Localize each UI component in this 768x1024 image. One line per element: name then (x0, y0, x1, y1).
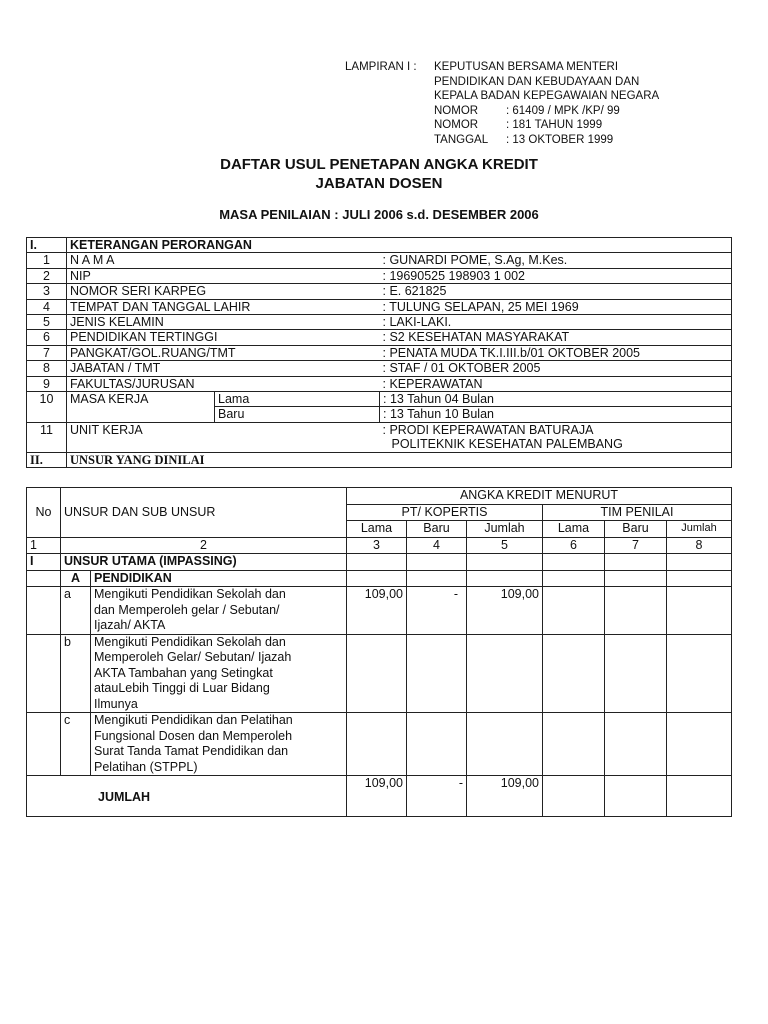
info-row (27, 345, 732, 360)
row-number: 9 (27, 376, 67, 391)
row-label: MASA KERJA (67, 392, 215, 423)
header-row (27, 488, 732, 505)
masa-kerja-row (27, 392, 732, 407)
row-number: 7 (27, 345, 67, 360)
item-text-line: Ilmunya (94, 696, 138, 711)
info-row (27, 284, 732, 299)
item-text-line: Pelatihan (STPPL) (94, 759, 198, 774)
baru-label: Baru (215, 407, 380, 422)
document-subtitle: JABATAN DOSEN (315, 175, 443, 192)
sub-item-row (27, 713, 732, 776)
sub-unsur-title: PENDIDIKAN (91, 570, 347, 587)
tim-penilai-header: TIM PENILAI (543, 504, 732, 521)
col-number: 3 (347, 537, 407, 554)
jumlah-label-cell (27, 776, 347, 817)
col-number: 1 (27, 537, 61, 554)
jumlah-row (27, 776, 732, 817)
item-text-line: Surat Tanda Tamat Pendidikan dan (94, 744, 289, 758)
row-label: JABATAN / TMT (67, 361, 380, 376)
nomor1-key: NOMOR (434, 104, 479, 117)
item-description (91, 713, 347, 776)
col-unsur-header: UNSUR DAN SUB UNSUR (61, 488, 347, 538)
col-no-header: No (27, 488, 61, 538)
lama-header: Lama (347, 521, 407, 538)
unsur-title: UNSUR UTAMA (IMPASSING) (61, 554, 347, 571)
row-number: 10 (27, 392, 67, 423)
row-number: 8 (27, 361, 67, 376)
item-text-line: Memperoleh Gelar/ Sebutan/ Ijazah (94, 650, 292, 664)
lampiran-line: PENDIDIKAN DAN KEBUDAYAAN DAN (434, 75, 640, 88)
nomor1-value: : 61409 / MPK /KP/ 99 (506, 104, 620, 117)
document-title: DAFTAR USUL PENETAPAN ANGKA KREDIT (220, 156, 538, 173)
tanggal-value: : 13 OKTOBER 1999 (506, 133, 614, 146)
unit-kerja-line: : PRODI KEPERAWATAN BATURAJA (382, 422, 594, 437)
col-number: 2 (61, 537, 347, 554)
row-value: : 19690525 198903 1 002 (380, 268, 732, 283)
row-number: 4 (27, 299, 67, 314)
info-row (27, 315, 732, 330)
baru-header: Baru (605, 521, 667, 538)
item-text-line: Mengikuti Pendidikan Sekolah dan (94, 634, 286, 649)
item-text-line: AKTA Tambahan yang Setingkat (94, 665, 273, 680)
baru-header: Baru (407, 521, 467, 538)
item-text-line: Ijazah/ AKTA (94, 618, 166, 632)
row-label: TEMPAT DAN TANGGAL LAHIR (67, 299, 380, 314)
row-value: : S2 KESEHATAN MASYARAKAT (380, 330, 732, 345)
unsur-table (26, 487, 732, 817)
row-label: FAKULTAS/JURUSAN (67, 376, 380, 391)
item-text-line: Mengikuti Pendidikan dan Pelatihan (94, 713, 293, 727)
item-jumlah (467, 634, 543, 713)
row-label: UNIT KERJA (67, 422, 380, 452)
item-baru: - (407, 587, 467, 635)
col-number: 6 (543, 537, 605, 554)
sub-unsur-row (27, 570, 732, 587)
lama-label: Lama (215, 392, 380, 407)
row-label: PANGKAT/GOL.RUANG/TMT (67, 345, 380, 360)
masa-penilaian: MASA PENILAIAN : JULI 2006 s.d. DESEMBER 2006 (219, 207, 539, 222)
jumlah-label: JUMLAH (98, 790, 151, 804)
unit-kerja-line: POLITEKNIK KESEHATAN PALEMBANG (391, 437, 623, 452)
item-lama: 109,00 (347, 587, 407, 635)
nomor2-value: : 181 TAHUN 1999 (506, 119, 603, 131)
col-number: 7 (605, 537, 667, 554)
row-number: 1 (27, 253, 67, 268)
item-text-line: Fungsional Dosen dan Memperoleh (94, 728, 293, 743)
info-row (27, 376, 732, 391)
lampiran-label: LAMPIRAN I : (345, 61, 417, 73)
item-letter: a (61, 587, 91, 635)
row-number: 3 (27, 284, 67, 299)
row-number: 11 (27, 422, 67, 452)
lampiran-block (345, 60, 659, 147)
section-number: I. (27, 238, 67, 253)
row-number: 2 (27, 268, 67, 283)
baru-value: : 13 Tahun 10 Bulan (380, 407, 732, 422)
item-lama (347, 634, 407, 713)
item-baru (407, 713, 467, 776)
unsur-number: I (27, 554, 61, 571)
item-description (91, 634, 347, 713)
column-number-row (27, 537, 732, 554)
section-header-row (27, 238, 732, 253)
row-label: NOMOR SERI KARPEG (67, 284, 380, 299)
jumlah-header: Jumlah (467, 521, 543, 538)
unsur-row (27, 554, 732, 571)
row-label: N A M A (67, 253, 380, 268)
item-description (91, 587, 347, 635)
lampiran-line: KEPALA BADAN KEPEGAWAIAN NEGARA (434, 90, 660, 102)
info-row (27, 299, 732, 314)
item-text-line: dan Memperoleh gelar / Sebutan/ (94, 602, 280, 617)
row-value: : TULUNG SELAPAN, 25 MEI 1969 (380, 299, 732, 314)
unit-kerja-value (380, 422, 732, 452)
unit-kerja-row (27, 422, 732, 452)
keterangan-perorangan-table (26, 237, 732, 468)
sub-item-row (27, 587, 732, 635)
jumlah-lama: 109,00 (347, 776, 407, 817)
row-label: JENIS KELAMIN (67, 315, 380, 330)
row-label: PENDIDIKAN TERTINGGI (67, 330, 380, 345)
pt-kopertis-header: PT/ KOPERTIS (347, 504, 543, 521)
item-lama (347, 713, 407, 776)
jumlah-header: Jumlah (667, 521, 732, 538)
lama-header: Lama (543, 521, 605, 538)
info-row (27, 330, 732, 345)
item-jumlah (467, 713, 543, 776)
item-text-line: Mengikuti Pendidikan Sekolah dan (94, 587, 286, 601)
row-value: : PENATA MUDA TK.I.III.b/01 OKTOBER 2005 (380, 345, 732, 360)
col-number: 4 (407, 537, 467, 554)
sub-item-row (27, 634, 732, 713)
item-baru (407, 634, 467, 713)
row-value: : GUNARDI POME, S.Ag, M.Kes. (380, 253, 732, 268)
section-header-row (27, 452, 732, 467)
col-number: 5 (467, 537, 543, 554)
item-letter: c (61, 713, 91, 776)
section-number: II. (27, 452, 67, 467)
col-number: 8 (667, 537, 732, 554)
jumlah-total: 109,00 (467, 776, 543, 817)
row-value: : LAKI-LAKI. (380, 315, 732, 330)
sub-unsur-letter: A (61, 570, 91, 587)
angka-kredit-header: ANGKA KREDIT MENURUT (347, 488, 732, 505)
row-value: : STAF / 01 OKTOBER 2005 (380, 361, 732, 376)
jumlah-baru: - (407, 776, 467, 817)
row-value: : E. 621825 (380, 284, 732, 299)
item-letter: b (61, 634, 91, 713)
section-title: KETERANGAN PERORANGAN (67, 238, 732, 253)
lampiran-line: KEPUTUSAN BERSAMA MENTERI (434, 61, 619, 73)
item-jumlah: 109,00 (467, 587, 543, 635)
item-text-line: atauLebih Tinggi di Luar Bidang (94, 681, 270, 695)
row-number: 6 (27, 330, 67, 345)
section-title: UNSUR YANG DINILAI (67, 452, 732, 467)
nomor2-key: NOMOR (434, 119, 479, 131)
row-value: : KEPERAWATAN (380, 376, 732, 391)
info-row (27, 268, 732, 283)
row-number: 5 (27, 315, 67, 330)
info-row (27, 253, 732, 268)
tanggal-key: TANGGAL (434, 133, 489, 146)
info-row (27, 361, 732, 376)
row-label: NIP (67, 268, 380, 283)
lama-value: : 13 Tahun 04 Bulan (380, 392, 732, 407)
